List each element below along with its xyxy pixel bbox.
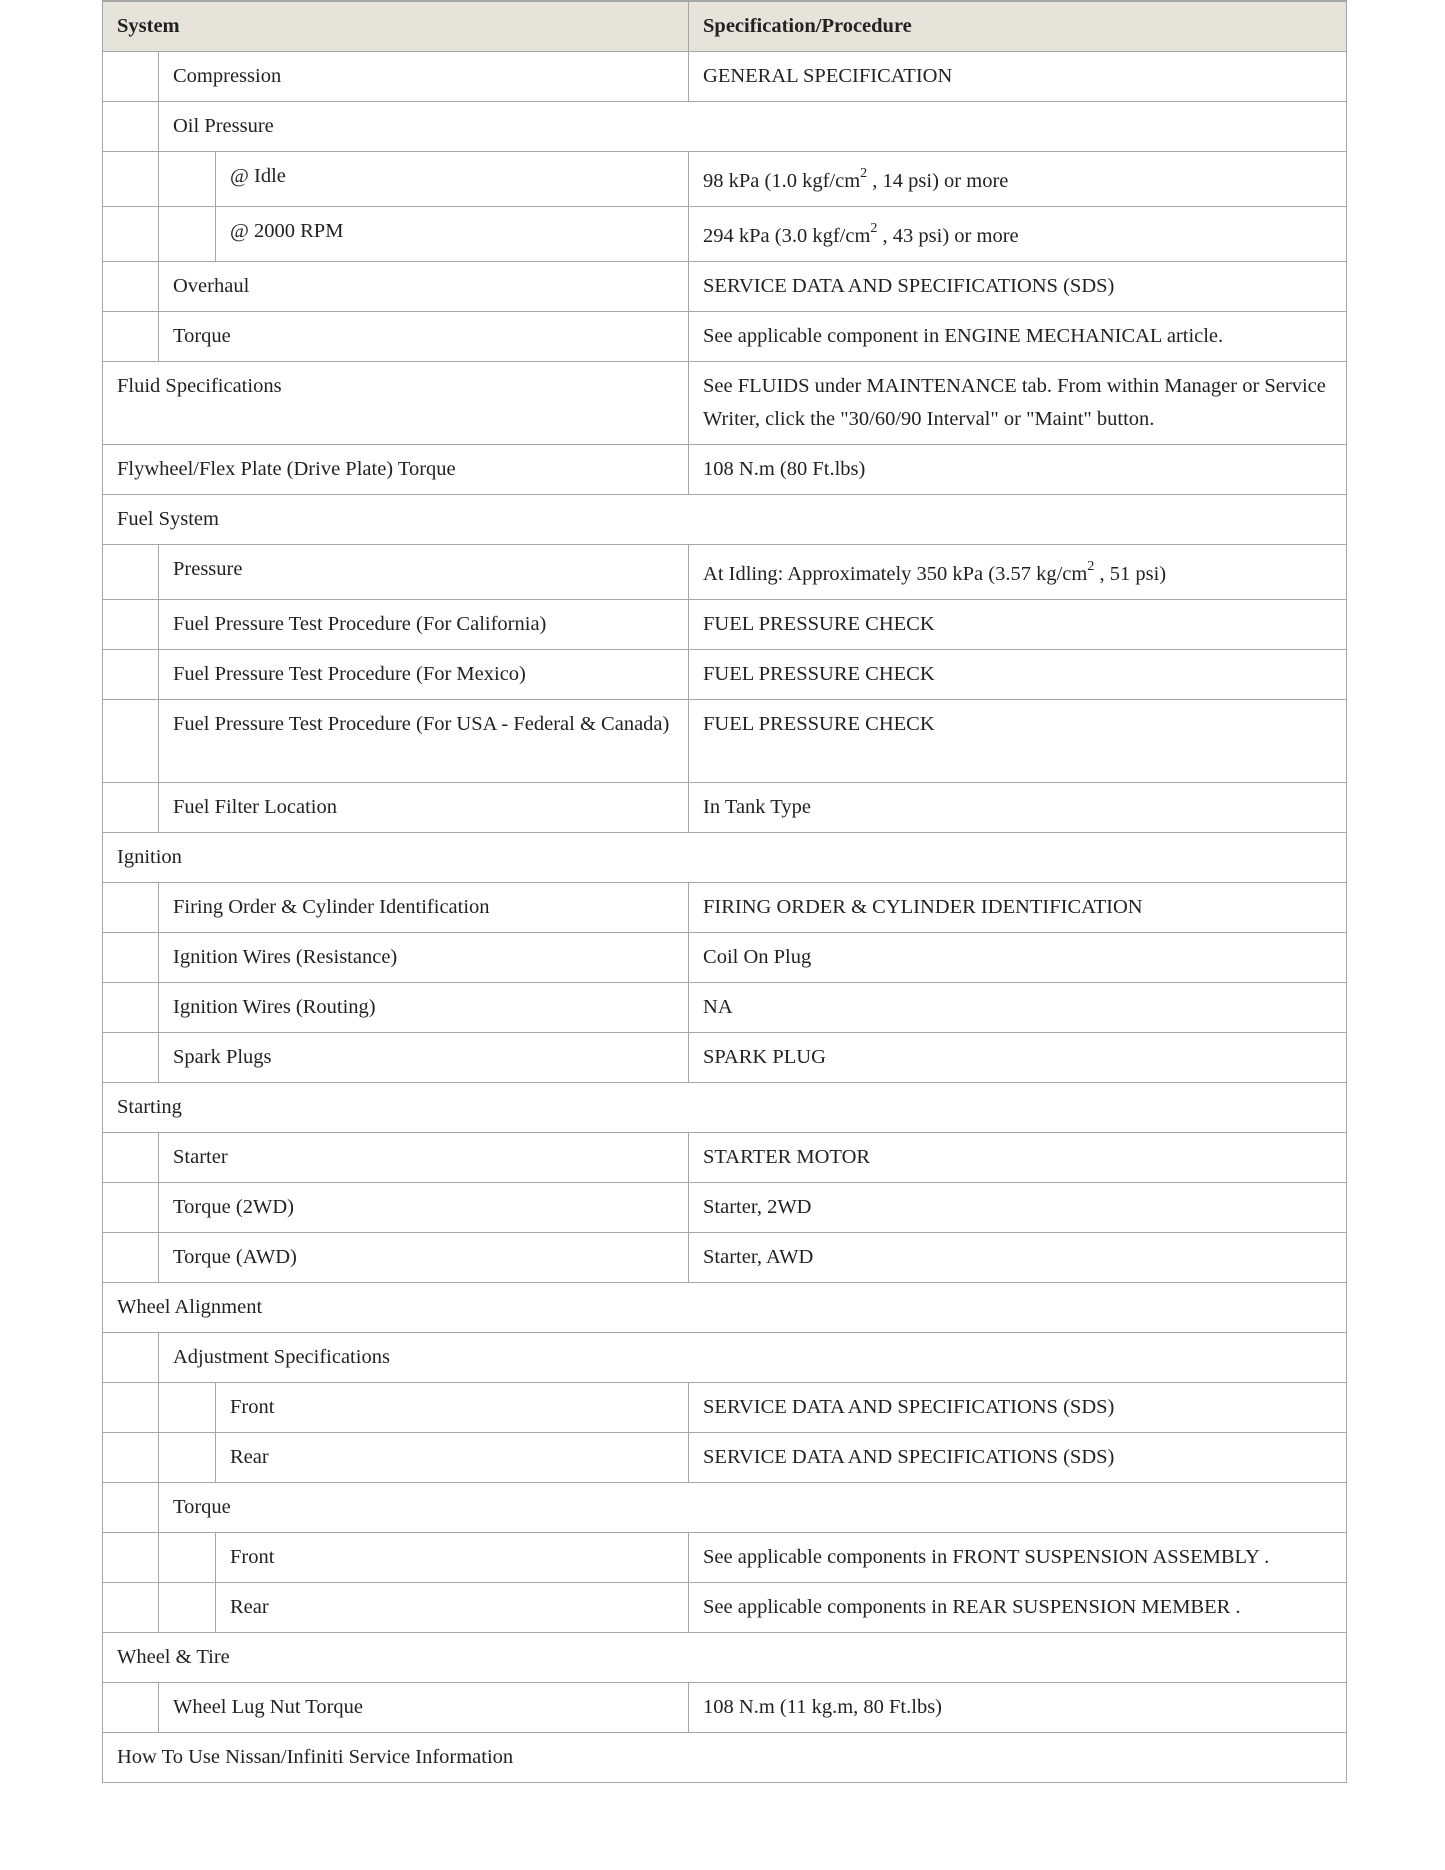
system-cell: @ 2000 RPM bbox=[216, 207, 689, 262]
table-row bbox=[103, 495, 1347, 545]
specification-cell: FUEL PRESSURE CHECK bbox=[689, 700, 1347, 783]
indent-cell bbox=[103, 1133, 159, 1183]
superscript: 2 bbox=[860, 166, 868, 182]
system-cell: Torque (2WD) bbox=[159, 1183, 689, 1233]
system-cell: How To Use Nissan/Infiniti Service Information bbox=[103, 1733, 1347, 1783]
indent-cell bbox=[103, 933, 159, 983]
specification-cell: 108 N.m (80 Ft.lbs) bbox=[689, 445, 1347, 495]
table-row bbox=[103, 1133, 1347, 1183]
system-cell: Starting bbox=[103, 1083, 1347, 1133]
indent-cell bbox=[159, 1433, 216, 1483]
specification-cell: FIRING ORDER & CYLINDER IDENTIFICATION bbox=[689, 883, 1347, 933]
system-cell: Compression bbox=[159, 52, 689, 102]
indent-cell bbox=[159, 1583, 216, 1633]
table-row bbox=[103, 102, 1347, 152]
indent-cell bbox=[103, 1533, 159, 1583]
superscript: 2 bbox=[1087, 559, 1095, 575]
system-cell: Rear bbox=[216, 1583, 689, 1633]
specification-cell: See applicable component in ENGINE MECHANICAL article. bbox=[689, 312, 1347, 362]
system-cell: @ Idle bbox=[216, 152, 689, 207]
spec-text: At Idling: Approximately 350 kPa (3.57 kg/cm bbox=[703, 563, 1088, 585]
specification-cell: See FLUIDS under MAINTENANCE tab. From within Manager or Service Writer, click the "30/60/90 Interval" or "Maint" button. bbox=[689, 362, 1347, 445]
system-cell: Front bbox=[216, 1533, 689, 1583]
indent-cell bbox=[103, 262, 159, 312]
table-row bbox=[103, 312, 1347, 362]
table-row bbox=[103, 1483, 1347, 1533]
system-cell: Torque bbox=[159, 1483, 1347, 1533]
system-cell: Fuel Pressure Test Procedure (For USA - Federal & Canada) bbox=[159, 700, 689, 783]
indent-cell bbox=[103, 700, 159, 783]
table-row bbox=[103, 933, 1347, 983]
table-row bbox=[103, 1383, 1347, 1433]
specification-table bbox=[102, 0, 1347, 1783]
indent-cell bbox=[159, 1533, 216, 1583]
specification-cell: Starter, 2WD bbox=[689, 1183, 1347, 1233]
indent-cell bbox=[103, 783, 159, 833]
table-row bbox=[103, 983, 1347, 1033]
indent-cell bbox=[103, 1683, 159, 1733]
system-cell: Rear bbox=[216, 1433, 689, 1483]
indent-cell bbox=[103, 1033, 159, 1083]
table-row bbox=[103, 783, 1347, 833]
spec-text: 98 kPa (1.0 kgf/cm bbox=[703, 170, 861, 192]
indent-cell bbox=[103, 545, 159, 600]
indent-cell bbox=[103, 650, 159, 700]
table-row bbox=[103, 362, 1347, 445]
indent-cell bbox=[159, 152, 216, 207]
system-cell: Ignition bbox=[103, 833, 1347, 883]
system-cell: Firing Order & Cylinder Identification bbox=[159, 883, 689, 933]
specification-cell: STARTER MOTOR bbox=[689, 1133, 1347, 1183]
system-cell: Fluid Specifications bbox=[103, 362, 689, 445]
table-row bbox=[103, 600, 1347, 650]
table-row bbox=[103, 1433, 1347, 1483]
specification-cell: See applicable components in FRONT SUSPENSION ASSEMBLY . bbox=[689, 1533, 1347, 1583]
spec-text: , 51 psi) bbox=[1094, 563, 1167, 585]
indent-cell bbox=[103, 52, 159, 102]
spec-text: 294 kPa (3.0 kgf/cm bbox=[703, 225, 871, 247]
spec-text: , 43 psi) or more bbox=[877, 225, 1019, 247]
header-system: System bbox=[103, 1, 689, 52]
table-row bbox=[103, 445, 1347, 495]
indent-cell bbox=[103, 600, 159, 650]
system-cell: Overhaul bbox=[159, 262, 689, 312]
system-cell: Wheel Alignment bbox=[103, 1283, 1347, 1333]
indent-cell bbox=[103, 312, 159, 362]
table-row bbox=[103, 1183, 1347, 1233]
indent-cell bbox=[103, 1483, 159, 1533]
system-cell: Ignition Wires (Resistance) bbox=[159, 933, 689, 983]
specification-cell: SPARK PLUG bbox=[689, 1033, 1347, 1083]
header-specification: Specification/Procedure bbox=[689, 1, 1347, 52]
table-row bbox=[103, 700, 1347, 783]
system-cell: Adjustment Specifications bbox=[159, 1333, 1347, 1383]
specification-cell bbox=[689, 152, 1347, 207]
system-cell: Pressure bbox=[159, 545, 689, 600]
table-row bbox=[103, 833, 1347, 883]
indent-cell bbox=[103, 883, 159, 933]
specification-cell bbox=[689, 545, 1347, 600]
system-cell: Starter bbox=[159, 1133, 689, 1183]
table-row bbox=[103, 1033, 1347, 1083]
table-row bbox=[103, 207, 1347, 262]
specification-cell: SERVICE DATA AND SPECIFICATIONS (SDS) bbox=[689, 1433, 1347, 1483]
table-row bbox=[103, 1733, 1347, 1783]
system-cell: Wheel & Tire bbox=[103, 1633, 1347, 1683]
table-row bbox=[103, 52, 1347, 102]
indent-cell bbox=[103, 102, 159, 152]
table-row bbox=[103, 883, 1347, 933]
indent-cell bbox=[103, 1333, 159, 1383]
indent-cell bbox=[159, 207, 216, 262]
specification-cell: SERVICE DATA AND SPECIFICATIONS (SDS) bbox=[689, 262, 1347, 312]
table-row bbox=[103, 1283, 1347, 1333]
indent-cell bbox=[103, 1583, 159, 1633]
system-cell: Spark Plugs bbox=[159, 1033, 689, 1083]
specification-cell: Starter, AWD bbox=[689, 1233, 1347, 1283]
indent-cell bbox=[103, 1233, 159, 1283]
superscript: 2 bbox=[870, 221, 878, 237]
system-cell: Fuel System bbox=[103, 495, 1347, 545]
system-cell: Fuel Pressure Test Procedure (For Mexico) bbox=[159, 650, 689, 700]
system-cell: Ignition Wires (Routing) bbox=[159, 983, 689, 1033]
indent-cell bbox=[103, 1433, 159, 1483]
specification-cell bbox=[689, 207, 1347, 262]
system-cell: Fuel Pressure Test Procedure (For California) bbox=[159, 600, 689, 650]
system-cell: Torque (AWD) bbox=[159, 1233, 689, 1283]
system-cell: Wheel Lug Nut Torque bbox=[159, 1683, 689, 1733]
specification-cell: FUEL PRESSURE CHECK bbox=[689, 600, 1347, 650]
specification-cell: Coil On Plug bbox=[689, 933, 1347, 983]
table-row bbox=[103, 1533, 1347, 1583]
table-row bbox=[103, 1083, 1347, 1133]
system-cell: Flywheel/Flex Plate (Drive Plate) Torque bbox=[103, 445, 689, 495]
table-row bbox=[103, 1583, 1347, 1633]
indent-cell bbox=[159, 1383, 216, 1433]
indent-cell bbox=[103, 152, 159, 207]
indent-cell bbox=[103, 1183, 159, 1233]
indent-cell bbox=[103, 983, 159, 1033]
indent-cell bbox=[103, 1383, 159, 1433]
specification-cell: NA bbox=[689, 983, 1347, 1033]
table-row bbox=[103, 650, 1347, 700]
system-cell: Torque bbox=[159, 312, 689, 362]
table-row bbox=[103, 152, 1347, 207]
specification-cell: SERVICE DATA AND SPECIFICATIONS (SDS) bbox=[689, 1383, 1347, 1433]
specification-cell: FUEL PRESSURE CHECK bbox=[689, 650, 1347, 700]
specification-cell: In Tank Type bbox=[689, 783, 1347, 833]
header-row bbox=[103, 1, 1347, 52]
specification-cell: 108 N.m (11 kg.m, 80 Ft.lbs) bbox=[689, 1683, 1347, 1733]
table-row bbox=[103, 1333, 1347, 1383]
system-cell: Fuel Filter Location bbox=[159, 783, 689, 833]
specification-cell: GENERAL SPECIFICATION bbox=[689, 52, 1347, 102]
table-row bbox=[103, 262, 1347, 312]
system-cell: Oil Pressure bbox=[159, 102, 1347, 152]
indent-cell bbox=[103, 207, 159, 262]
table-row bbox=[103, 1683, 1347, 1733]
spec-text: , 14 psi) or more bbox=[867, 170, 1009, 192]
system-cell: Front bbox=[216, 1383, 689, 1433]
specification-cell: See applicable components in REAR SUSPENSION MEMBER . bbox=[689, 1583, 1347, 1633]
table-row bbox=[103, 545, 1347, 600]
table-row bbox=[103, 1633, 1347, 1683]
table-row bbox=[103, 1233, 1347, 1283]
